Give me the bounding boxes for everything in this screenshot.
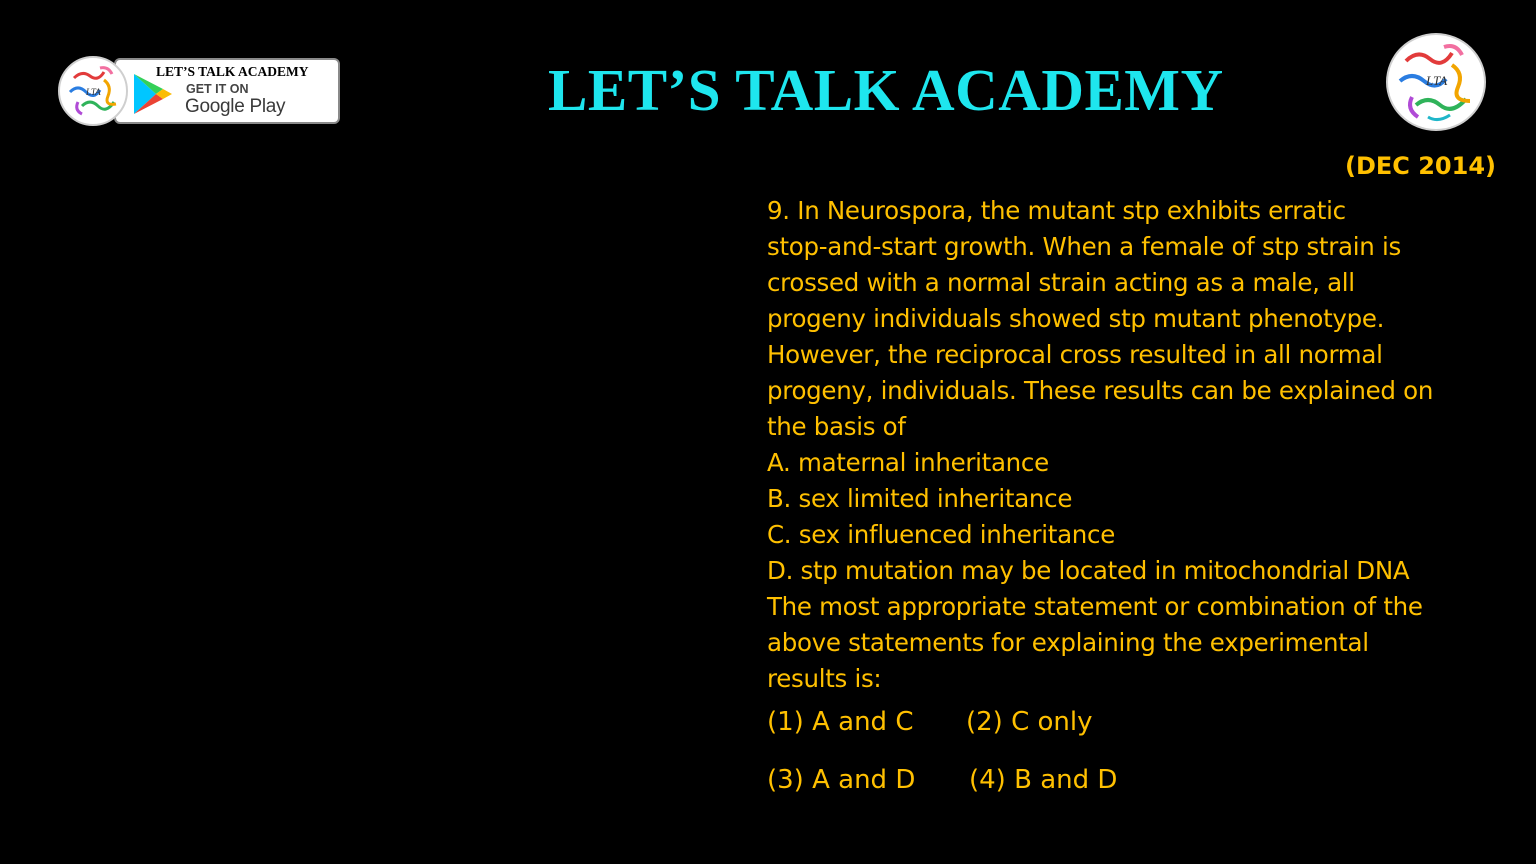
google-play-icon [130, 72, 174, 116]
question-line: progeny, individuals. These results can be explained on [767, 376, 1434, 405]
answer-option-3: (3) A and D [767, 765, 916, 795]
badge-academy-label: LET’S TALK ACADEMY [156, 64, 309, 79]
question-line: the basis of [767, 412, 906, 441]
answer-choices [767, 702, 1487, 800]
answer-option-4: (4) B and D [969, 765, 1118, 795]
question-line: stop-and-start growth. When a female of stp strain is [767, 232, 1401, 261]
badge-box[interactable] [114, 58, 340, 124]
question-line: The most appropriate statement or combination of the [767, 592, 1423, 621]
option-b: B. sex limited inheritance [767, 484, 1073, 513]
page-title: LET’S TALK ACADEMY [548, 57, 1224, 123]
google-play-badge[interactable] [58, 56, 340, 126]
question-line: results is: [767, 664, 882, 693]
question-text [767, 193, 1507, 697]
answer-row [767, 702, 1487, 742]
question-line: above statements for explaining the experimental [767, 628, 1369, 657]
option-d: D. stp mutation may be located in mitochondrial DNA [767, 556, 1410, 585]
question-line: However, the reciprocal cross resulted in all normal [767, 340, 1383, 369]
answer-row [767, 760, 1487, 800]
option-a: A. maternal inheritance [767, 448, 1049, 477]
badge-store-name: Google Play [185, 96, 286, 117]
exam-year-tag: (DEC 2014) [1344, 152, 1496, 180]
svg-text:LTA: LTA [86, 87, 101, 97]
answer-option-2: (2) C only [966, 707, 1093, 737]
answer-option-1: (1) A and C [767, 707, 914, 737]
lta-logo-icon [58, 56, 128, 126]
question-line: progeny individuals showed stp mutant phenotype. [767, 304, 1385, 333]
badge-get-it-on: GET IT ON [186, 82, 249, 96]
question-line: 9. In Neurospora, the mutant stp exhibits erratic [767, 196, 1346, 225]
option-c: C. sex influenced inheritance [767, 520, 1115, 549]
question-line: crossed with a normal strain acting as a male, all [767, 268, 1355, 297]
svg-text:LTA: LTA [1426, 73, 1448, 88]
lta-logo-icon [1386, 33, 1486, 131]
